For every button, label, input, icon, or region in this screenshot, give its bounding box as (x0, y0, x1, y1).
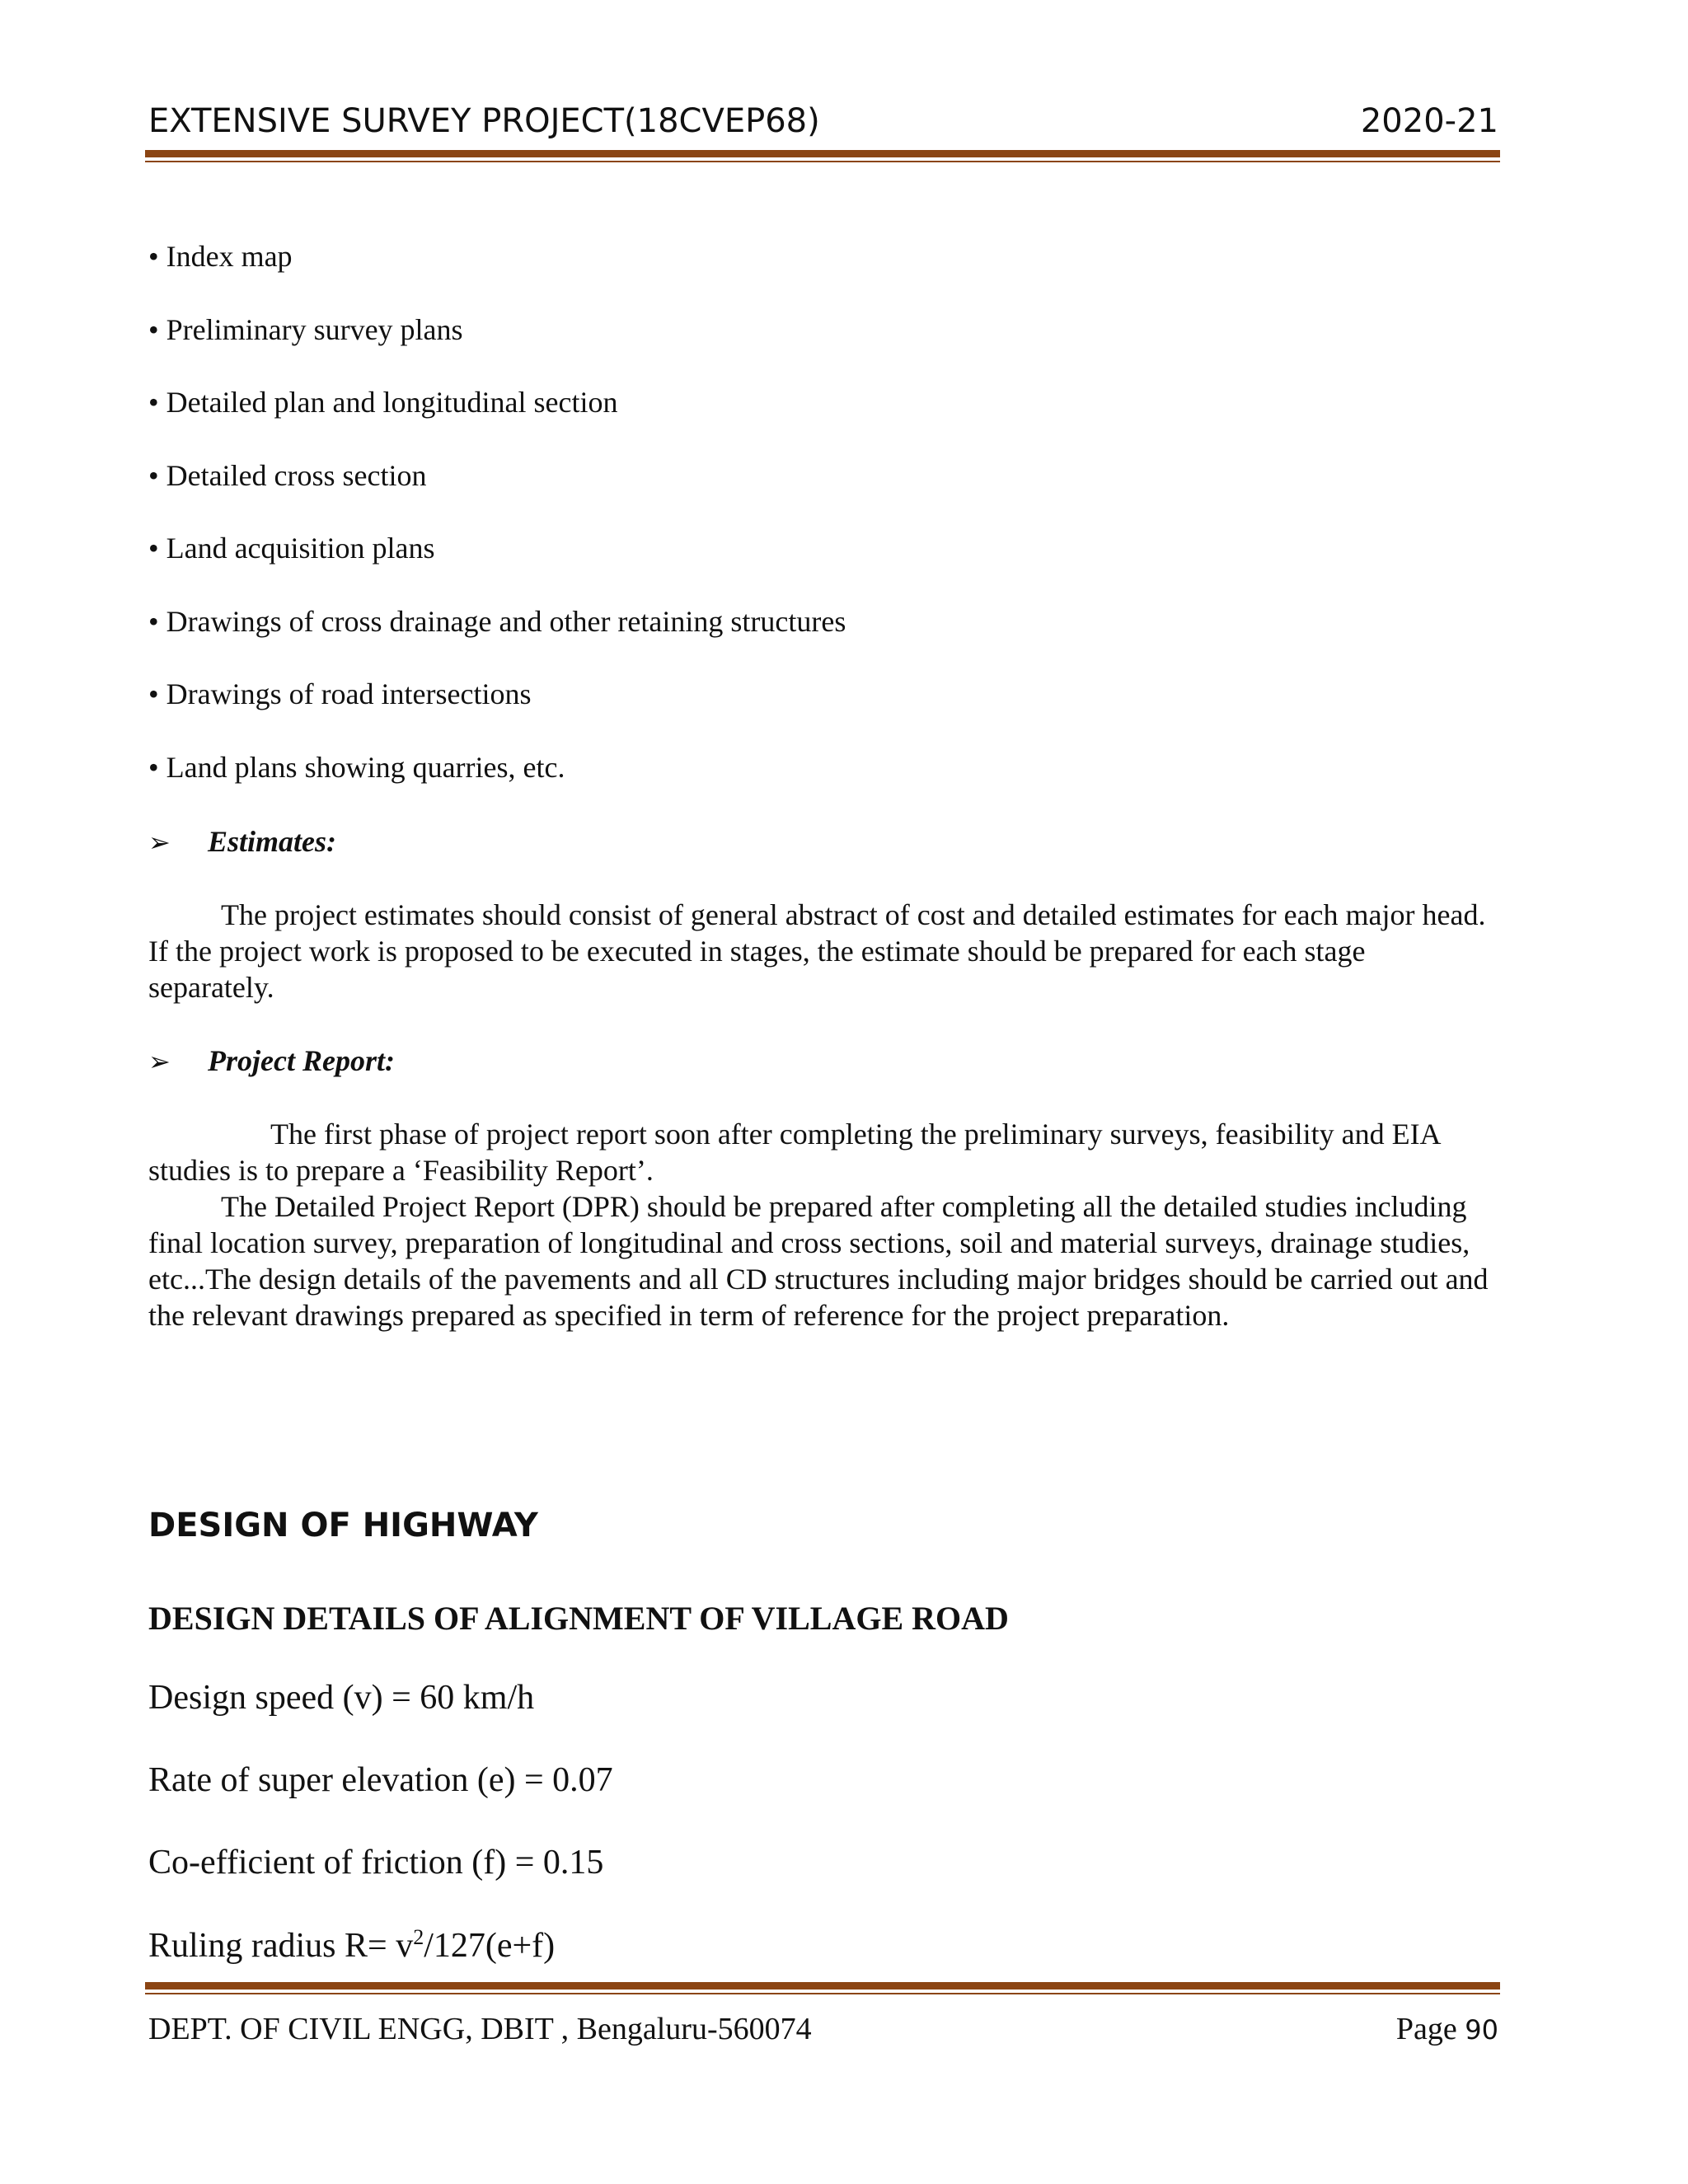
ruling-radius-prefix: Ruling radius R= v (148, 1927, 414, 1965)
design-of-highway-heading: DESIGN OF HIGHWAY (148, 1507, 538, 1544)
list-item: • Detailed cross section (148, 458, 427, 492)
friction-coefficient: Co-efficient of friction (f) = 0.15 (148, 1844, 604, 1882)
estimates-heading (148, 824, 336, 859)
design-speed: Design speed (v) = 60 km/h (148, 1679, 535, 1717)
list-item: • Detailed plan and longitudinal section (148, 386, 618, 419)
super-elevation: Rate of super elevation (e) = 0.07 (148, 1761, 613, 1799)
header-title: EXTENSIVE SURVEY PROJECT(18CVEP68) (148, 102, 820, 140)
list-item: • Index map (148, 240, 293, 273)
ruling-radius-suffix: /127(e+f) (424, 1927, 556, 1965)
list-item: • Land acquisition plans (148, 532, 435, 565)
arrow-bullet-icon: ➢ (148, 1046, 171, 1077)
arrow-bullet-icon: ➢ (148, 827, 171, 858)
list-item: • Drawings of road intersections (148, 677, 532, 710)
list-item: • Drawings of cross drainage and other retaining structures (148, 604, 846, 638)
deliverables-list (148, 239, 846, 823)
ruling-radius-exponent: 2 (413, 1925, 424, 1949)
header-rule-thick (145, 150, 1500, 157)
estimates-paragraph: The project estimates should consist of general abstract of cost and detailed estimates for each major head. If the project work is proposed to be executed in stages, the estimate should be prepared for each stage separately. (148, 898, 1486, 1004)
list-item: • Preliminary survey plans (148, 312, 463, 346)
project-report-paragraph-2: The Detailed Project Report (DPR) should be prepared after completing all the detailed studies including final location survey, preparation of longitudinal and cross sections, soil and material surveys, drainage studies, etc...The design details of the pavements and all CD structures including major bridges should be carried out and the relevant drawings prepared as specified in term of reference for the project preparation. (148, 1190, 1489, 1332)
footer-page (1396, 2011, 1498, 2047)
list-item: • Land plans showing quarries, etc. (148, 750, 565, 784)
header-year: 2020-21 (1360, 102, 1498, 140)
footer-department: DEPT. OF CIVIL ENGG, DBIT , Bengaluru-560074 (148, 2012, 812, 2046)
header-rule-thin (145, 161, 1500, 162)
footer-rule-thin (145, 1993, 1500, 1994)
footer-page-label: Page (1395, 2012, 1457, 2046)
footer-page-number: 90 (1465, 2014, 1498, 2046)
project-report-heading (148, 1043, 395, 1078)
estimates-heading-text: Estimates: (208, 825, 337, 858)
ruling-radius-formula (148, 1925, 555, 1966)
design-details-heading: DESIGN DETAILS OF ALIGNMENT OF VILLAGE ROAD (148, 1600, 1009, 1637)
footer-rule-thick (145, 1982, 1500, 1990)
project-report-heading-text: Project Report: (208, 1044, 395, 1077)
project-report-paragraph-1: The first phase of project report soon after completing the preliminary surveys, feasibility and EIA studies is to prepare a ‘Feasibility Report’. (148, 1118, 1440, 1187)
